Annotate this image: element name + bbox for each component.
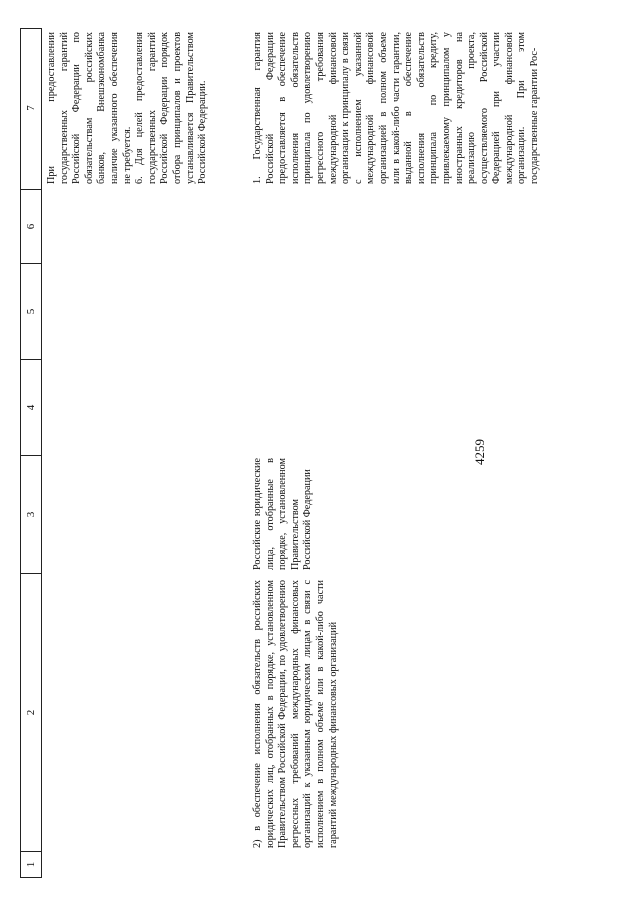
row2-col2-text: 2) в обеспечение исполнения обязательств российских юридических лиц, отобранных в порядке, установленном Правительством Российской Федерации, по удовлетворению регрессных требований международных финансовых организаций к указанным юридическим лицам в связи с исполнением в полном объеме или в какой-либо части гарантий международных финансовых организаций [252,580,339,848]
row2-col7-paragraph-1: 1. Государственная гарантия Российской Федерации предоставляется в обеспечение исполнения обязательств принципала по удовлетворению регрессного требования международной финансовой организации к принципалу в связи с исполнением указанной международной финансовой организацией в полном объеме или в какой-либо части гарантии, выданной в обеспечение исполнения обязательств принципала по кредиту, привлекаемому принципалом у иностранных кредиторов на реализацию проекта, осуществляемого Российской Федерацией при участии международной финансовой организации. При этом государственные гарантии Рос- [252,32,541,184]
page-number: 4259 [472,439,487,465]
column-number-5: 5 [21,263,41,359]
column-number-4: 4 [21,359,41,455]
column-number-row [20,28,42,878]
column-number-6: 6 [21,189,41,263]
rotated-table [20,28,540,878]
column-number-2: 2 [21,573,41,851]
column-number-1: 1 [21,851,41,877]
row2-col7-text [252,32,542,184]
row1-col7-paragraph-2: 6. Для целей предоставления государственных гарантий Российской Федерации порядок отбора принципалов и проектов устанавливается Правительством Российской Федерации. [134,32,209,184]
row1-col7-paragraph-1: При предоставлении государственных гарантий Российской Федерации по обязательствам российских банков, Внешэкономбанка наличие указанного обеспечения не требуется. [46,32,133,184]
row1-col7-text [46,32,209,184]
column-number-7: 7 [25,105,37,111]
row2-col3-text: Российские юридические лица, отобранные в порядке, установленном Правительством Российской Федерации [252,458,314,570]
column-number-3: 3 [21,455,41,573]
